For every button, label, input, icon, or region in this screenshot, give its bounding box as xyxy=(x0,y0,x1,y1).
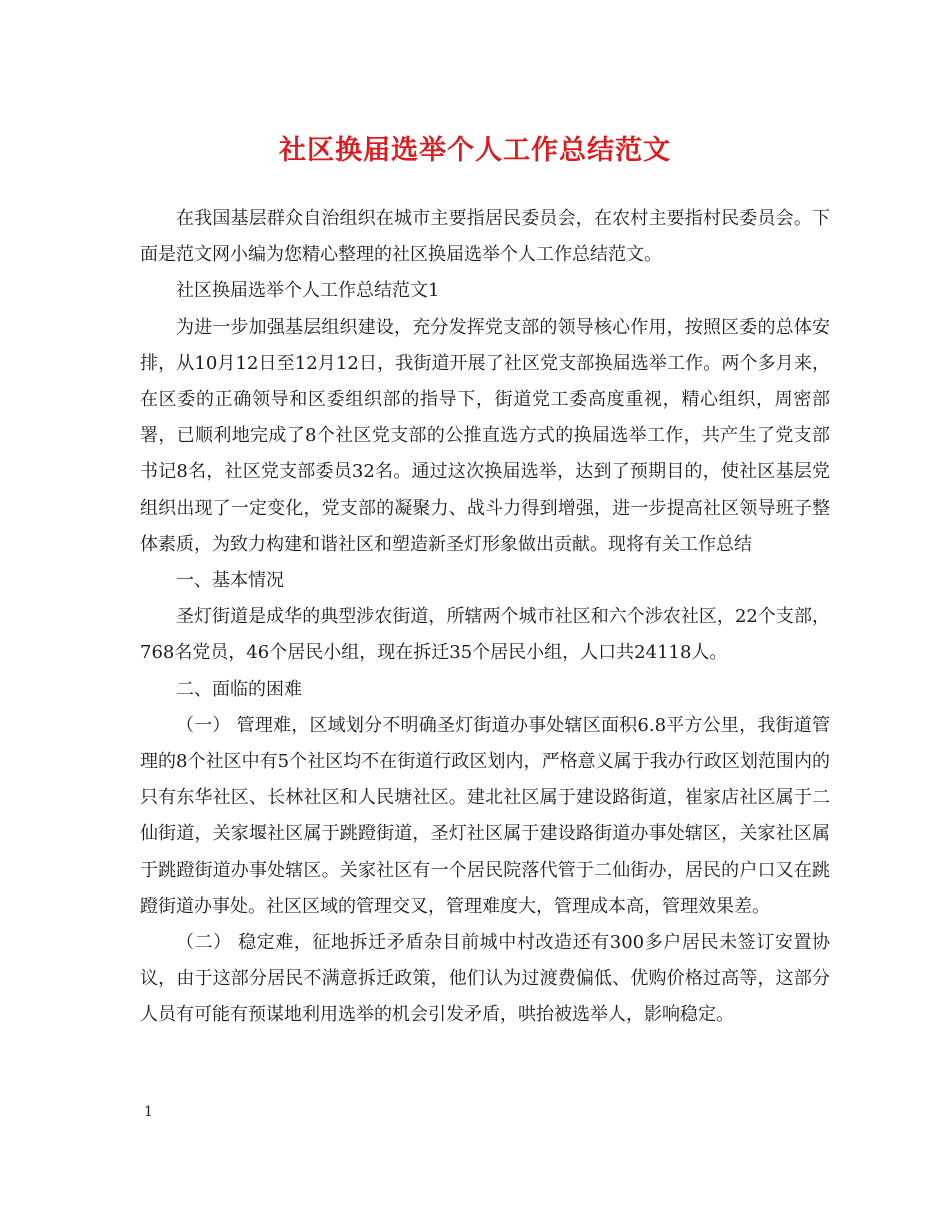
document-title: 社区换届选举个人工作总结范文 xyxy=(279,135,671,166)
paragraph-basic-info: 圣灯街道是成华的典型涉农街道，所辖两个城市社区和六个涉农社区，22个支部，768名党员，46个居民小组，现在拆迁35个居民小组，人口共24118人。 xyxy=(140,606,830,664)
section-heading-basic: 一、基本情况 xyxy=(176,570,284,592)
section-heading-difficulties: 二、面临的困难 xyxy=(176,678,302,700)
page-number: 1 xyxy=(144,1104,153,1120)
paragraph-difficulty-2: （二） 稳定难，征地拆迁矛盾杂目前城中村改造还有300多户居民未签订安置协议，由于这部分居民不满意拆迁政策，他们认为过渡费偏低、优购价格过高等，这部分人员有可能有预谋地利用选举的机会引发矛盾，哄抬被选举人，影响稳定。 xyxy=(140,932,830,1026)
paragraph-summary: 为进一步加强基层组织建设，充分发挥党支部的领导核心作用，按照区委的总体安排，从10月12日至12月12日，我街道开展了社区党支部换届选举工作。两个多月来，在区委的正确领导和区委组织部的指导下，街道党工委高度重视，精心组织，周密部署，已顺利地完成了8个社区党支部的公推直选方式的换届选举工作，共产生了党支部书记8名，社区党支部委员32名。通过这次换届选举，达到了预期目的，使社区基层党组织出现了一定变化，党支部的凝聚力、战斗力得到增强，进一步提高社区领导班子整体素质，为致力构建和谐社区和塑造新圣灯形象做出贡献。现将有关工作总结 xyxy=(140,316,830,555)
paragraph-intro: 在我国基层群众自治组织在城市主要指居民委员会，在农村主要指村民委员会。下面是范文网小编为您精心整理的社区换届选举个人工作总结范文。 xyxy=(140,208,830,266)
paragraph-difficulty-1: （一） 管理难，区域划分不明确圣灯街道办事处辖区面积6.8平方公里，我街道管理的8个社区中有5个社区均不在街道行政区划内，严格意义属于我办行政区划范围内的只有东华社区、长林社区和人民塘社区。建北社区属于建设路街道，崔家店社区属于二仙街道，关家堰社区属于跳蹬街道，圣灯社区属于建设路街道办事处辖区，关家社区属于跳蹬街道办事处辖区。关家社区有一个居民院落代管于二仙街办，居民的户口又在跳蹬街道办事处。社区区域的管理交叉，管理难度大，管理成本高，管理效果差。 xyxy=(140,714,830,917)
paragraph-heading-1: 社区换届选举个人工作总结范文1 xyxy=(176,280,440,302)
document-body xyxy=(140,201,830,1034)
